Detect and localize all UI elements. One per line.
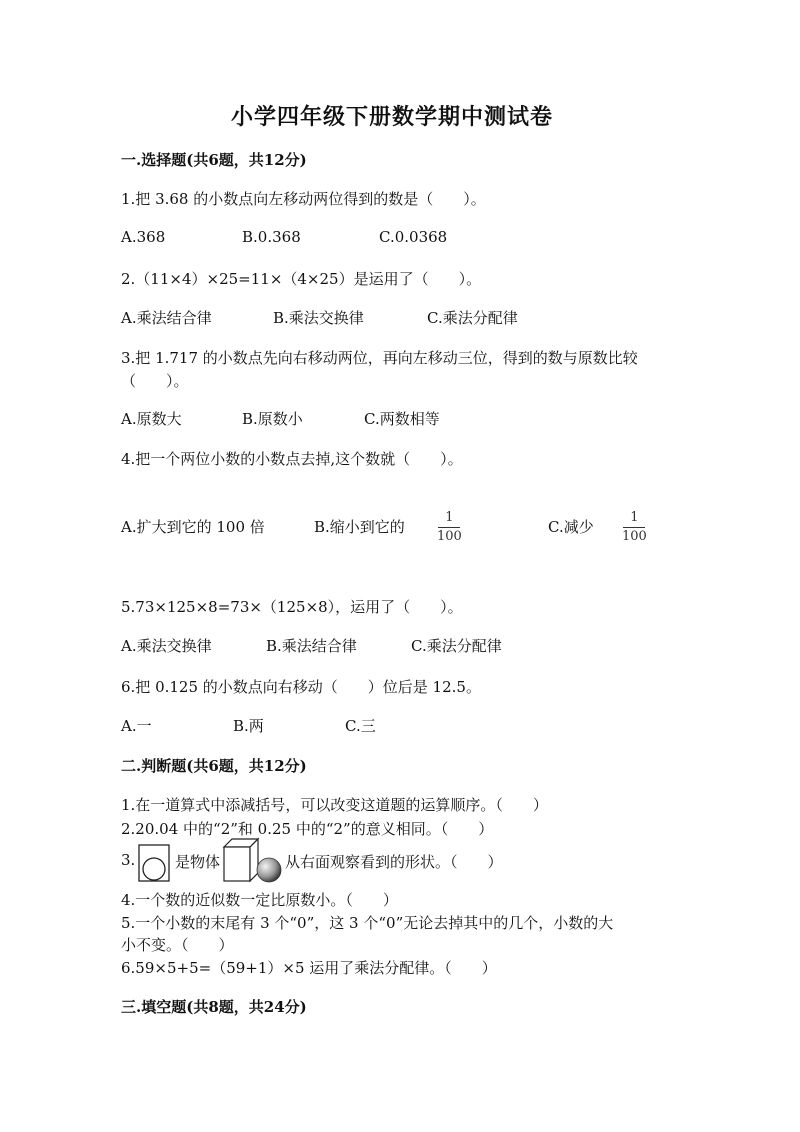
- q6-option-c: C.三: [345, 717, 376, 735]
- question-3-line1: 3.把 1.717 的小数点先向右移动两位，再向左移动三位，得到的数与原数比较: [121, 349, 638, 367]
- object-figure: [222, 837, 284, 883]
- fraction-numerator: 1: [630, 510, 639, 525]
- judge-5-line2: 小不变。（ ）: [121, 936, 234, 954]
- q3-option-a: A.原数大: [121, 410, 182, 428]
- q5-option-a: A.乘法交换律: [121, 637, 212, 655]
- question-4: 4.把一个两位小数的小数点去掉,这个数就（ ）。: [121, 450, 463, 468]
- q1-option-a: A.368: [121, 228, 166, 246]
- judge-2: 2.20.04 中的“2”和 0.25 中的“2”的意义相同。（ ）: [121, 820, 494, 838]
- q1-option-b: B.0.368: [242, 228, 301, 246]
- judge-4: 4.一个数的近似数一定比原数小。（ ）: [121, 891, 398, 909]
- page-title: 小学四年级下册数学期中测试卷: [231, 104, 554, 130]
- question-2: 2.（11×4）×25=11×（4×25）是运用了（ ）。: [121, 270, 482, 288]
- q5-option-c: C.乘法分配律: [411, 637, 502, 655]
- section-heading-choice: 一.选择题(共6题，共12分): [121, 151, 307, 169]
- judge-1: 1.在一道算式中添减括号，可以改变这道题的运算顺序。（ ）: [121, 796, 548, 814]
- q1-option-c: C.0.0368: [379, 228, 448, 246]
- question-6: 6.把 0.125 的小数点向右移动（ ）位后是 12.5。: [121, 678, 481, 696]
- q2-option-b: B.乘法交换律: [273, 309, 364, 327]
- side-view-figure: [138, 844, 170, 882]
- section-heading-judge: 二.判断题(共6题，共12分): [121, 757, 307, 775]
- judge-3-prefix: 3.: [121, 851, 136, 869]
- fraction-numerator: 1: [445, 510, 454, 525]
- q4-option-b: B.缩小到它的: [314, 518, 405, 536]
- q2-option-a: A.乘法结合律: [121, 309, 212, 327]
- q4-option-a: A.扩大到它的 100 倍: [121, 518, 265, 536]
- judge-3-suffix: 从右面观察看到的形状。（ ）: [285, 853, 503, 871]
- fraction-denominator: 100: [622, 529, 647, 544]
- q2-option-c: C.乘法分配律: [427, 309, 518, 327]
- section-heading-fill: 三.填空题(共8题，共24分): [121, 998, 307, 1016]
- fraction-bar: [623, 527, 645, 528]
- judge-3-mid: 是物体: [175, 853, 221, 871]
- judge-5-line1: 5.一个小数的末尾有 3 个“0”，这 3 个“0”无论去掉其中的几个，小数的大: [121, 914, 614, 932]
- question-5: 5.73×125×8=73×（125×8），运用了（ ）。: [121, 598, 463, 616]
- q3-option-c: C.两数相等: [364, 410, 440, 428]
- q6-option-a: A.一: [121, 717, 152, 735]
- q3-option-b: B.原数小: [242, 410, 303, 428]
- fraction-denominator: 100: [437, 529, 462, 544]
- question-3-line2: （ ）。: [121, 372, 189, 390]
- fraction-bar: [438, 527, 460, 528]
- q6-option-b: B.两: [233, 717, 264, 735]
- q4-option-c-fraction: [622, 510, 647, 545]
- q4-option-c: C.减少: [548, 518, 594, 536]
- question-1: 1.把 3.68 的小数点向左移动两位得到的数是（ ）。: [121, 190, 486, 208]
- q4-option-b-fraction: [437, 510, 462, 545]
- q5-option-b: B.乘法结合律: [266, 637, 357, 655]
- judge-6: 6.59×5+5=（59+1）×5 运用了乘法分配律。（ ）: [121, 959, 497, 977]
